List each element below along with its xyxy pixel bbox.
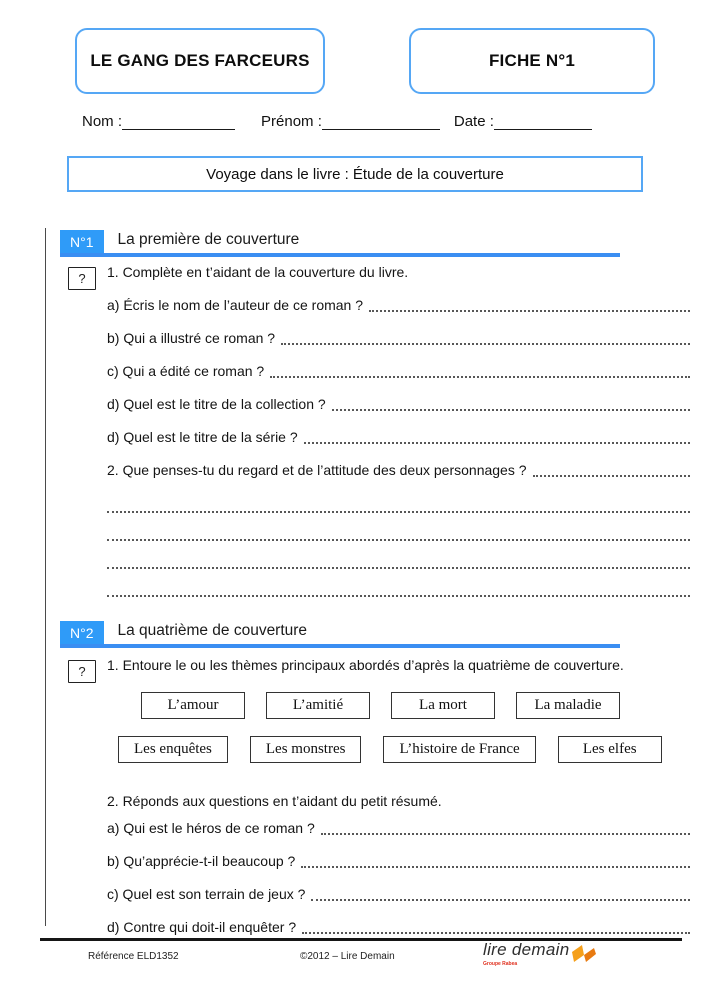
answer-dotted-line: [270, 376, 690, 378]
theme-box: La mort: [391, 692, 495, 719]
question-line: [107, 792, 690, 809]
section-1: [0, 230, 707, 597]
section-2: [0, 621, 707, 935]
question-line: [107, 296, 690, 313]
question-text: 1. Entoure le ou les thèmes principaux abordés d’après la quatrième de couverture.: [107, 657, 624, 673]
answer-dotted-line: [107, 578, 690, 597]
logo-wordmark: lire demain: [483, 940, 570, 959]
answer-dotted-line: [301, 866, 690, 868]
theme-box: L’histoire de France: [383, 736, 535, 763]
question-line: [107, 852, 690, 869]
theme-box: Les monstres: [250, 736, 362, 763]
logo-subtext: Groupe Rabea: [483, 960, 518, 967]
nom-label: Nom :: [82, 113, 123, 130]
section-2-title: La quatrième de couverture: [117, 622, 308, 639]
theme-box: L’amitié: [266, 692, 370, 719]
section-2-header: [60, 621, 707, 644]
themes-row-1: [141, 692, 690, 719]
answer-dotted-line: [369, 310, 690, 312]
question-line: [107, 885, 690, 902]
question-line: [107, 329, 690, 346]
question-line: [107, 656, 690, 673]
answer-dotted-line: [107, 522, 690, 541]
section-2-badge: N°2: [60, 621, 104, 644]
section-1-questions: [78, 263, 690, 597]
section-1-underline-bar: [60, 253, 620, 257]
answer-dotted-line: [321, 833, 690, 835]
header: [75, 28, 655, 94]
section-2-underline-bar: [60, 644, 620, 648]
identity-row: [82, 113, 592, 130]
question-text: b) Qui a illustré ce roman ?: [107, 330, 276, 346]
question-text: d) Contre qui doit-il enquêter ?: [107, 919, 297, 935]
prenom-blank-line: [322, 114, 440, 130]
question-text: a) Qui est le héros de ce roman ?: [107, 820, 315, 836]
book-title-box: [75, 28, 325, 94]
sheet-number-box: [409, 28, 655, 94]
date-blank-line: [494, 114, 592, 130]
footer-copyright: ©2012 – Lire Demain: [300, 951, 395, 962]
answer-dotted-line: [533, 475, 690, 477]
worksheet-title-box: [67, 156, 643, 192]
question-text: 2. Que penses-tu du regard et de l’attitude des deux personnages ?: [107, 462, 527, 478]
answer-dotted-line: [107, 550, 690, 569]
section-2-questions: [78, 656, 690, 935]
footer-reference: Référence ELD1352: [88, 951, 179, 962]
answer-dotted-line: [304, 442, 690, 444]
question-text: c) Quel est son terrain de jeux ?: [107, 886, 306, 902]
answer-dotted-line: [311, 899, 690, 901]
theme-box: Les elfes: [558, 736, 662, 763]
question-line: [107, 819, 690, 836]
question-text: 2. Réponds aux questions en t’aidant du petit résumé.: [107, 793, 442, 809]
nom-blank-line: [122, 114, 235, 130]
section-1-title: La première de couverture: [117, 231, 300, 248]
question-mark-box-icon: ?: [68, 267, 96, 290]
question-text: b) Qu’apprécie-t-il beaucoup ?: [107, 853, 296, 869]
question-line: [107, 918, 690, 935]
answer-dotted-line: [332, 409, 690, 411]
question-text: a) Écris le nom de l’auteur de ce roman ?: [107, 297, 364, 313]
open-book-icon: [571, 943, 597, 970]
question-line: [107, 362, 690, 379]
question-text: d) Quel est le titre de la collection ?: [107, 396, 326, 412]
theme-box: L’amour: [141, 692, 245, 719]
question-text: c) Qui a édité ce roman ?: [107, 363, 265, 379]
worksheet-title: Voyage dans le livre : Étude de la couverture: [206, 165, 504, 183]
theme-box: Les enquêtes: [118, 736, 228, 763]
question-mark-box-icon: ?: [68, 660, 96, 683]
answer-dotted-line: [281, 343, 690, 345]
question-line: [107, 428, 690, 445]
book-title: LE GANG DES FARCEURS: [90, 51, 310, 70]
section-1-header: [60, 230, 707, 253]
theme-box: La maladie: [516, 692, 620, 719]
themes-row-2: [118, 736, 690, 763]
publisher-logo: [483, 941, 597, 970]
prenom-label: Prénom :: [261, 113, 322, 130]
section-1-badge: N°1: [60, 230, 104, 253]
answer-dotted-line: [107, 494, 690, 513]
question-line: [107, 461, 690, 478]
answer-dotted-line: [302, 932, 690, 934]
content: [0, 230, 707, 951]
question-line: [107, 395, 690, 412]
sheet-number: FICHE N°1: [488, 51, 576, 70]
question-line: [107, 263, 690, 280]
date-label: Date :: [453, 113, 494, 130]
question-text: 1. Complète en t’aidant de la couverture du livre.: [107, 264, 409, 280]
question-text: d) Quel est le titre de la série ?: [107, 429, 298, 445]
